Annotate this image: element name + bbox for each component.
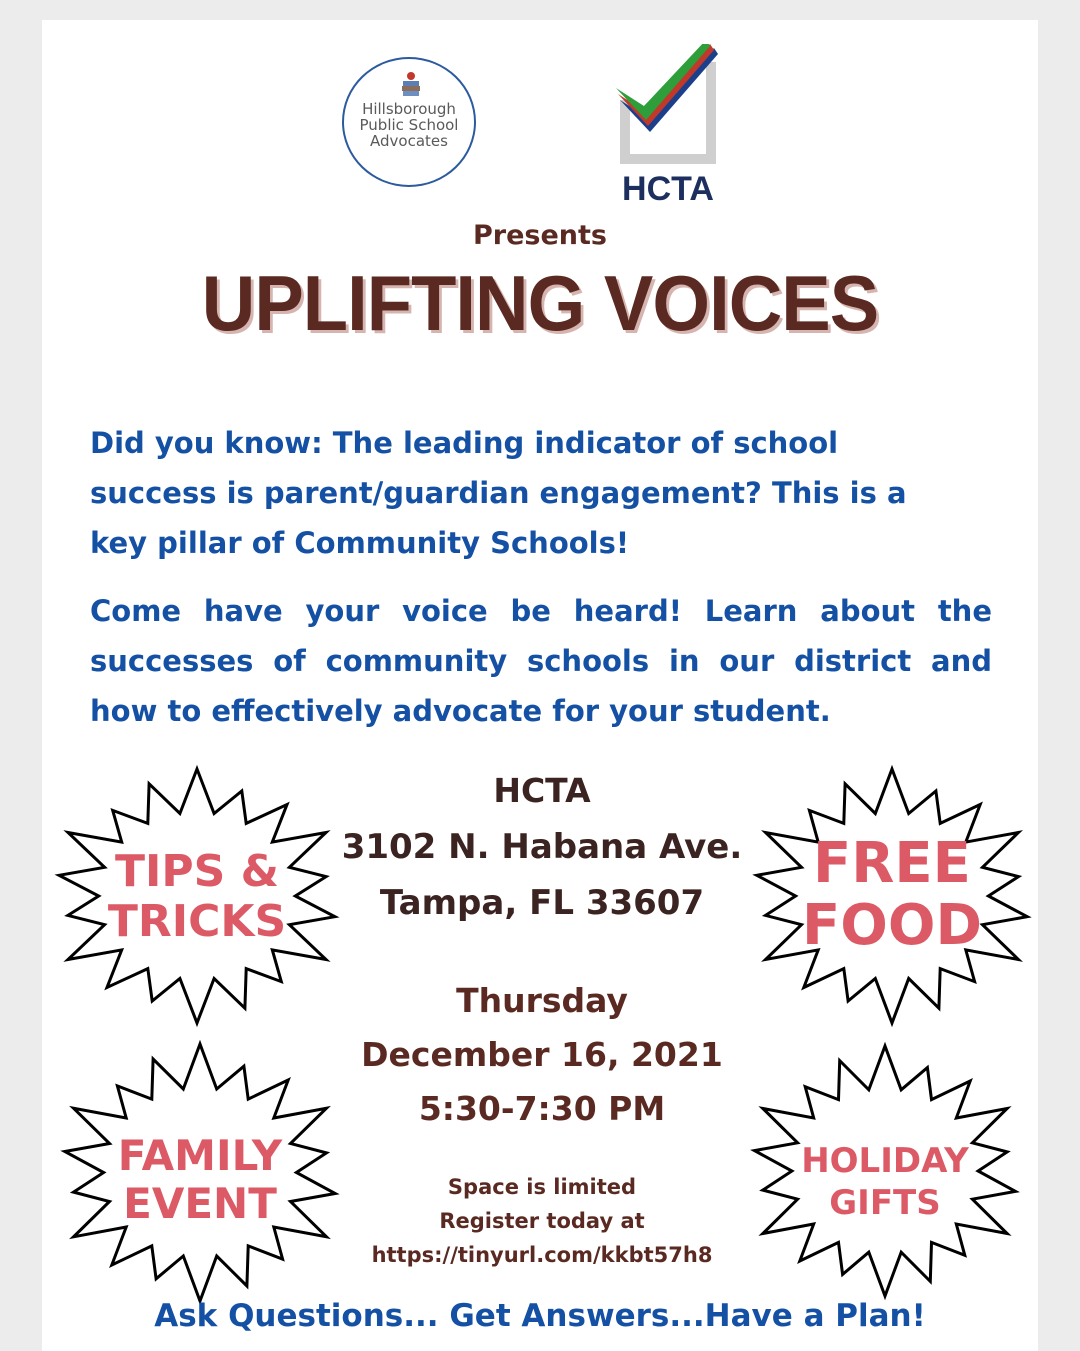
register-link[interactable]: https://tinyurl.com/kkbt57h8 [371, 1243, 713, 1267]
venue-name: HCTA [493, 771, 591, 810]
burst-label: FOOD [802, 893, 982, 958]
hcta-logo [614, 44, 726, 208]
hpsa-logo-line2: Public School [359, 116, 459, 134]
intro-line: success is parent/guardian engagement? This is a [90, 476, 907, 510]
hpsa-logo-line3: Advocates [370, 132, 448, 150]
burst-label: GIFTS [829, 1183, 941, 1223]
burst-label: FAMILY [117, 1131, 283, 1180]
event-date: December 16, 2021 [361, 1035, 723, 1074]
space-limited-text: Space is limited [447, 1175, 637, 1199]
hcta-logo-text: HCTA [622, 170, 714, 208]
burst-label: TRICKS [107, 896, 287, 947]
burst-label: TIPS & [114, 846, 279, 897]
books-icon [400, 71, 422, 101]
registration-block [312, 1170, 772, 1272]
page-title: UPLIFTING VOICES [201, 259, 879, 347]
address-line2: Tampa, FL 33607 [379, 883, 705, 923]
holiday-gifts-burst [740, 1042, 1030, 1300]
invitation-paragraph: Come have your voice be heard! Learn about the successes of community schools in our district and how to effectively advocate for your student. [90, 594, 992, 728]
hpsa-logo [342, 57, 476, 187]
address-line1: 3102 N. Habana Ave. [341, 827, 743, 867]
tips-tricks-burst [44, 765, 350, 1027]
checkmark-icon [614, 44, 726, 169]
intro-line: Did you know: The leading indicator of school [90, 426, 839, 460]
family-event-burst [50, 1040, 350, 1305]
flyer [42, 20, 1038, 1351]
date-block [312, 974, 772, 1136]
hpsa-logo-line1: Hillsborough [362, 100, 456, 118]
tagline: Ask Questions... Get Answers...Have a Plan! [154, 1298, 926, 1334]
venue-block [312, 763, 772, 931]
presents-label: Presents [473, 220, 607, 251]
register-text: Register today at [439, 1209, 645, 1233]
intro-line: key pillar of Community Schools! [90, 526, 630, 560]
intro-paragraph [90, 418, 992, 568]
event-time: 5:30-7:30 PM [418, 1089, 666, 1128]
burst-label: FREE [813, 831, 971, 896]
burst-label: EVENT [123, 1179, 277, 1228]
free-food-burst [742, 765, 1042, 1027]
burst-label: HOLIDAY [801, 1141, 969, 1181]
event-day: Thursday [456, 981, 628, 1020]
